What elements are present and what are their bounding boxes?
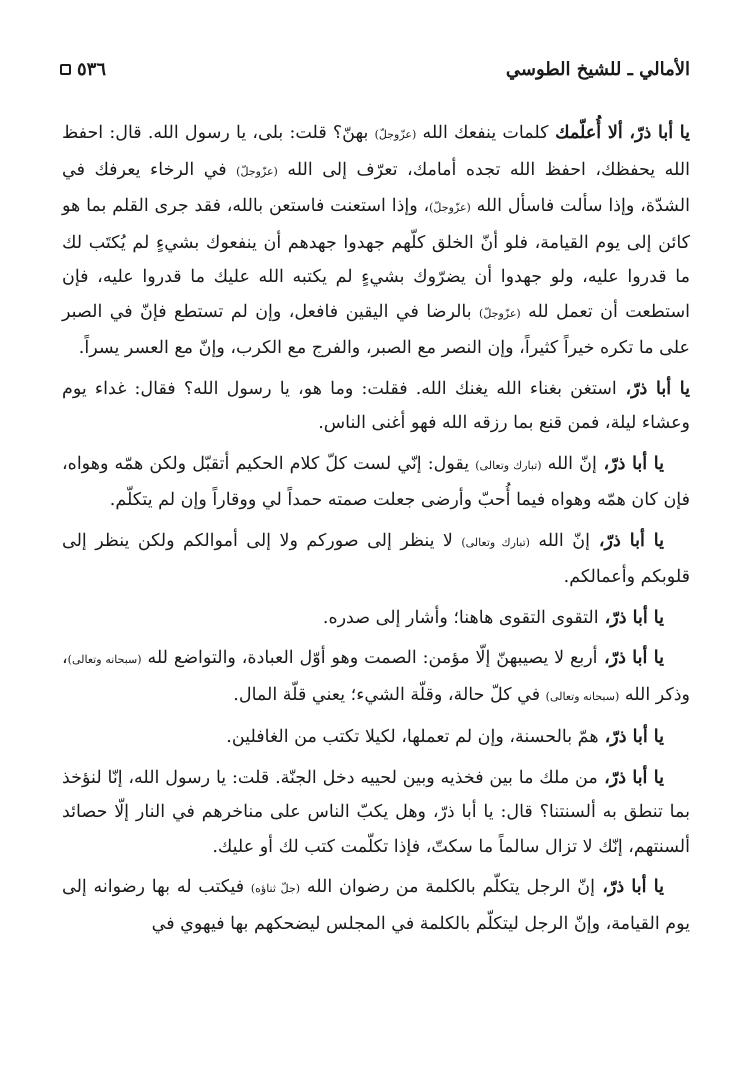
honorific: (تبارك وتعالى) — [461, 535, 530, 549]
paragraph-text: إنّ الله — [541, 453, 597, 474]
paragraph-text: بالرضا في اليقين فافعل، وإن لم تستطع فإنّ في الصبر على ما تكره خيراً كثيراً، وإن النصر مع الصبر، والفرج مع الكرب، وإنّ مع العسر يسراً. — [62, 301, 690, 358]
honorific: (عزّوجلّ) — [374, 128, 417, 141]
paragraph-text: استغن بغناء الله يغنك الله. فقلت: وما هو، يا رسول الله؟ فقال: غداء يوم وعشاء ليلة، فمن قنع بما رزقه الله فهو أغنى الناس. — [62, 378, 690, 433]
honorific: (تبارك وتعالى) — [475, 458, 542, 472]
paragraph — [62, 870, 690, 941]
honorific: (جلّ ثناؤه) — [250, 882, 301, 895]
paragraph — [62, 641, 690, 714]
address-lead: يا أبا ذرّ، — [589, 530, 664, 551]
address-lead: يا أبا ذرّ، ألا أُعلّمك — [548, 123, 690, 143]
address-lead: يا أبا ذرّ، — [597, 648, 664, 668]
paragraph — [62, 761, 690, 865]
address-lead: يا أبا ذرّ، — [596, 453, 664, 474]
paragraph-text: في الرخاء يعرفك في الشدّة، وإذا سألت فاسأل الله — [62, 159, 690, 216]
paragraph — [62, 524, 690, 595]
address-lead: يا أبا ذرّ، — [598, 607, 664, 628]
page-number-group — [60, 59, 106, 80]
paragraph-text: من ملك ما بين فخذيه وبين لحييه دخل الجنّة. قلت: يا رسول الله، إنّا لنؤخذ بما تنطق به ألسنتنا؟ قال: يا أبا ذرّ، وهل يكبّ الناس على مناخرهم في النار إلّا حصائد ألسنتهم، إنّك لا تزال سالماً ما سكتّ، فإذا تكلّمت كتب لك أو عليك. — [62, 767, 690, 857]
paragraph-text: فيكتب له بها رضوانه إلى يوم القيامة، وإنّ الرجل ليتكلّم بالكلمة في المجلس ليضحكهم بها فيهوي في — [62, 877, 690, 934]
running-title: الأمالي ـ للشيخ الطوسي — [505, 58, 690, 80]
paragraph-text: أربع لا يصيبهنّ إلّا مؤمن: الصمت وهو أوّل العبادة، والتواضع لله — [141, 648, 598, 668]
page-number: ٥٣٦ — [77, 58, 107, 80]
honorific: (عزّوجلّ) — [479, 306, 521, 320]
page-header — [60, 54, 690, 84]
paragraph-text: كلمات ينفعك الله — [416, 123, 549, 143]
paragraph-text: ، وذكر الله — [62, 648, 690, 705]
honorific: (سبحانه وتعالى) — [67, 653, 142, 666]
paragraph — [62, 116, 690, 366]
box-icon — [60, 64, 71, 75]
paragraph-text: همّ بالحسنة، وإن لم تعملها، لكيلا تكتب من الغافلين. — [226, 727, 599, 747]
paragraph-text: في كلّ حالة، وقلّة الشيء؛ يعني قلّة المال. — [233, 684, 546, 705]
address-lead: يا أبا ذرّ، — [597, 767, 664, 788]
paragraph-text: يقول: إنّي لست كلّ كلام الحكيم أتقبّل ولكن همّه وهواه، فإن كان همّه وهواه فيما أُحبّ وأرضى جعلت صمته حمداً لي ووقاراً وإن لم يتكلّم. — [62, 453, 690, 510]
honorific: (عزّوجلّ) — [429, 201, 471, 214]
paragraph — [62, 447, 690, 518]
paragraph-text: إنّ الله — [529, 530, 590, 551]
page-body — [62, 116, 690, 947]
paragraph-text: ، وإذا استعنت فاستعن بالله، فقد جرى القلم بما هو كائن إلى يوم القيامة، فلو أنّ الخلق كلّهم جهدوا جهدهم أن ينفعوك بشيءٍ لم يُكتَب لك ما قدروا عليه، ولو جهدوا أن يضرّوك بشيءٍ لم يكتبه الله عليك ما قدروا عليه، فإن استطعت أن تعمل لله — [62, 196, 690, 322]
address-lead: يا أبا ذرّ، — [598, 727, 664, 747]
paragraph — [62, 720, 690, 755]
address-lead: يا أبا ذرّ، — [616, 378, 690, 399]
paragraph — [62, 601, 690, 636]
paragraph-text: إنّ الرجل يتكلّم بالكلمة من رضوان الله — [300, 877, 595, 897]
address-lead: يا أبا ذرّ، — [594, 877, 664, 897]
paragraph — [62, 372, 690, 441]
paragraph-text: التقوى التقوى هاهنا؛ وأشار إلى صدره. — [322, 607, 599, 628]
honorific: (سبحانه وتعالى) — [545, 689, 620, 703]
paragraph-text: بهنّ؟ قلت: بلى، يا رسول الله. قال: احفظ الله يحفظك، احفظ الله تجده أمامك، تعرّف إلى الله — [62, 123, 691, 180]
paragraph-text: لا ينظر إلى صوركم ولا إلى أموالكم ولكن ينظر إلى قلوبكم وأعمالكم. — [62, 530, 690, 587]
honorific: (عزّوجلّ) — [236, 164, 278, 178]
